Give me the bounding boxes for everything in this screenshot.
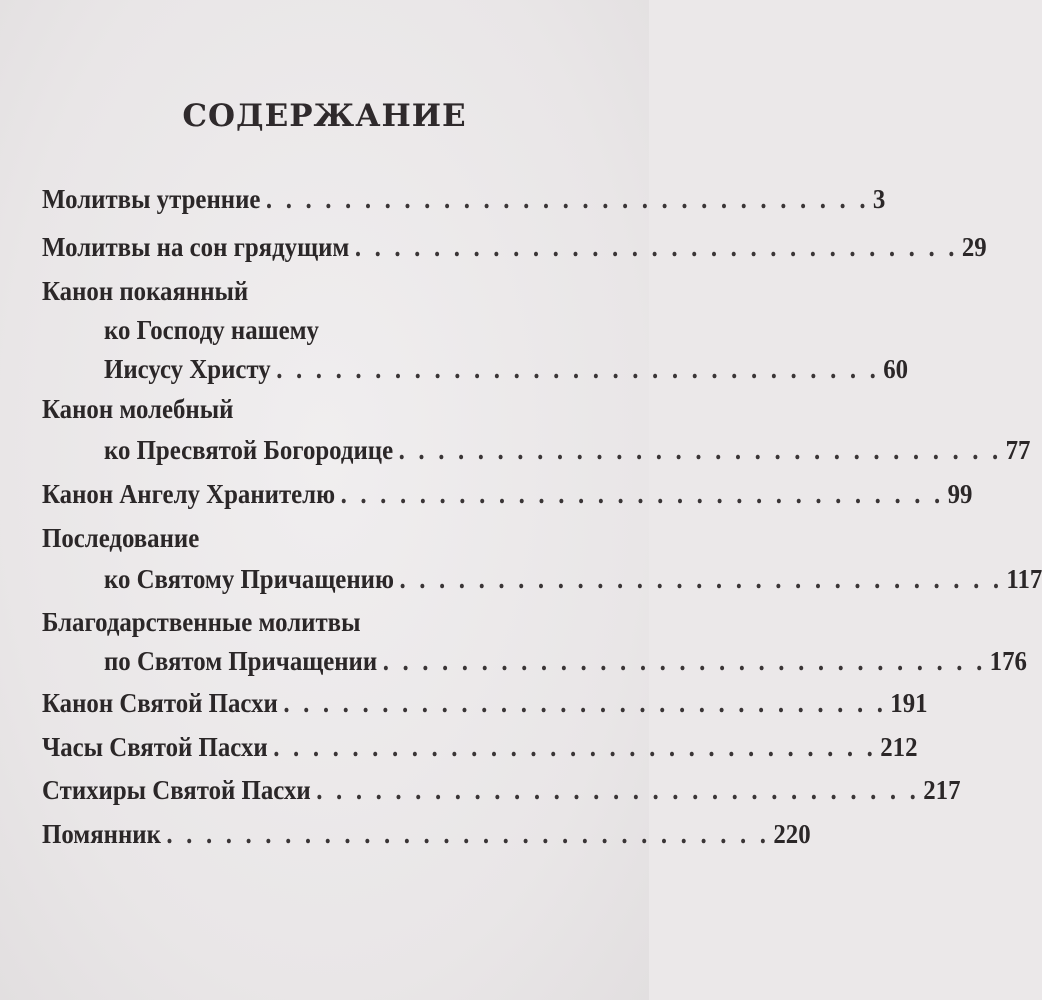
- toc-entry-13: [42, 727, 918, 767]
- toc-entry-text: по Святом Причащении: [104, 646, 378, 676]
- toc-entry-page: 29: [961, 232, 987, 262]
- toc-entry-text: ко Господу нашему: [104, 315, 319, 345]
- toc-entry-text: Благодарственные молитвы: [42, 607, 361, 637]
- toc-entry-2: [42, 271, 620, 311]
- toc-entry-page: 60: [883, 354, 909, 384]
- toc-entry-3: [104, 310, 620, 350]
- toc-entry-text: Молитвы на сон грядущим: [42, 232, 350, 262]
- page-title: СОДЕРЖАНИЕ: [182, 98, 467, 134]
- toc-entry-0: [42, 179, 886, 219]
- toc-entry-text: Последование: [42, 523, 200, 553]
- toc-entry-10: [42, 602, 620, 642]
- toc-dot-leader: . . . . . . . . . . . . . . . . . . . . . . . . . . . . . . .: [273, 732, 877, 762]
- toc-entry-5: [42, 389, 620, 429]
- toc-dot-leader: . . . . . . . . . . . . . . . . . . . . . . . . . . . . . . .: [166, 819, 770, 849]
- toc-dot-leader: . . . . . . . . . . . . . . . . . . . . . . . . . . . . . . .: [283, 688, 887, 718]
- toc-entry-text: Канон Святой Пасхи: [42, 688, 278, 718]
- toc-entry-page: 217: [923, 775, 961, 805]
- toc-dot-leader: . . . . . . . . . . . . . . . . . . . . . . . . . . . . . . .: [316, 775, 920, 805]
- toc-entry-12: [42, 683, 928, 723]
- toc-entry-page: 191: [890, 688, 928, 718]
- toc-entry-6: [104, 430, 1031, 470]
- toc-dot-leader: . . . . . . . . . . . . . . . . . . . . . . . . . . . . . . .: [382, 646, 986, 676]
- toc-entry-7: [42, 474, 973, 514]
- toc-entry-text: Часы Святой Пасхи: [42, 732, 268, 762]
- toc-entry-14: [42, 770, 961, 810]
- toc-entry-8: [42, 518, 620, 558]
- toc-entry-page: 99: [947, 479, 973, 509]
- toc-entry-9: [104, 559, 1042, 599]
- toc-entry-text: Канон покаянный: [42, 276, 249, 306]
- toc-entry-text: Канон молебный: [42, 394, 234, 424]
- toc-entry-text: ко Пресвятой Богородице: [104, 435, 394, 465]
- toc-entry-1: [42, 227, 987, 267]
- toc-dot-leader: . . . . . . . . . . . . . . . . . . . . . . . . . . . . . . .: [398, 435, 1002, 465]
- toc-entry-page: 212: [880, 732, 918, 762]
- toc-dot-leader: . . . . . . . . . . . . . . . . . . . . . . . . . . . . . . .: [354, 232, 959, 262]
- toc-entry-15: [42, 814, 811, 854]
- toc-entry-text: Молитвы утренние: [42, 184, 261, 214]
- toc-entry-page: 77: [1005, 435, 1031, 465]
- toc-entry-text: Стихиры Святой Пасхи: [42, 775, 311, 805]
- toc-dot-leader: . . . . . . . . . . . . . . . . . . . . . . . . . . . . . . .: [399, 564, 1003, 594]
- toc-dot-leader: . . . . . . . . . . . . . . . . . . . . . . . . . . . . . . .: [340, 479, 944, 509]
- toc-entry-page: 117: [1006, 564, 1042, 594]
- toc-entry-page: 220: [773, 819, 811, 849]
- toc-entry-page: 3: [872, 184, 886, 214]
- toc-dot-leader: . . . . . . . . . . . . . . . . . . . . . . . . . . . . . . .: [276, 354, 880, 384]
- toc-entry-text: Иисусу Христу: [104, 354, 271, 384]
- toc-entry-4: [104, 349, 909, 389]
- toc-entry-11: [104, 641, 1027, 681]
- toc-entry-text: Помянник: [42, 819, 161, 849]
- toc-dot-leader: . . . . . . . . . . . . . . . . . . . . . . . . . . . . . . .: [265, 184, 870, 214]
- toc-entry-text: ко Святому Причащению: [104, 564, 394, 594]
- toc-entry-text: Канон Ангелу Хранителю: [42, 479, 336, 509]
- toc-entry-page: 176: [989, 646, 1027, 676]
